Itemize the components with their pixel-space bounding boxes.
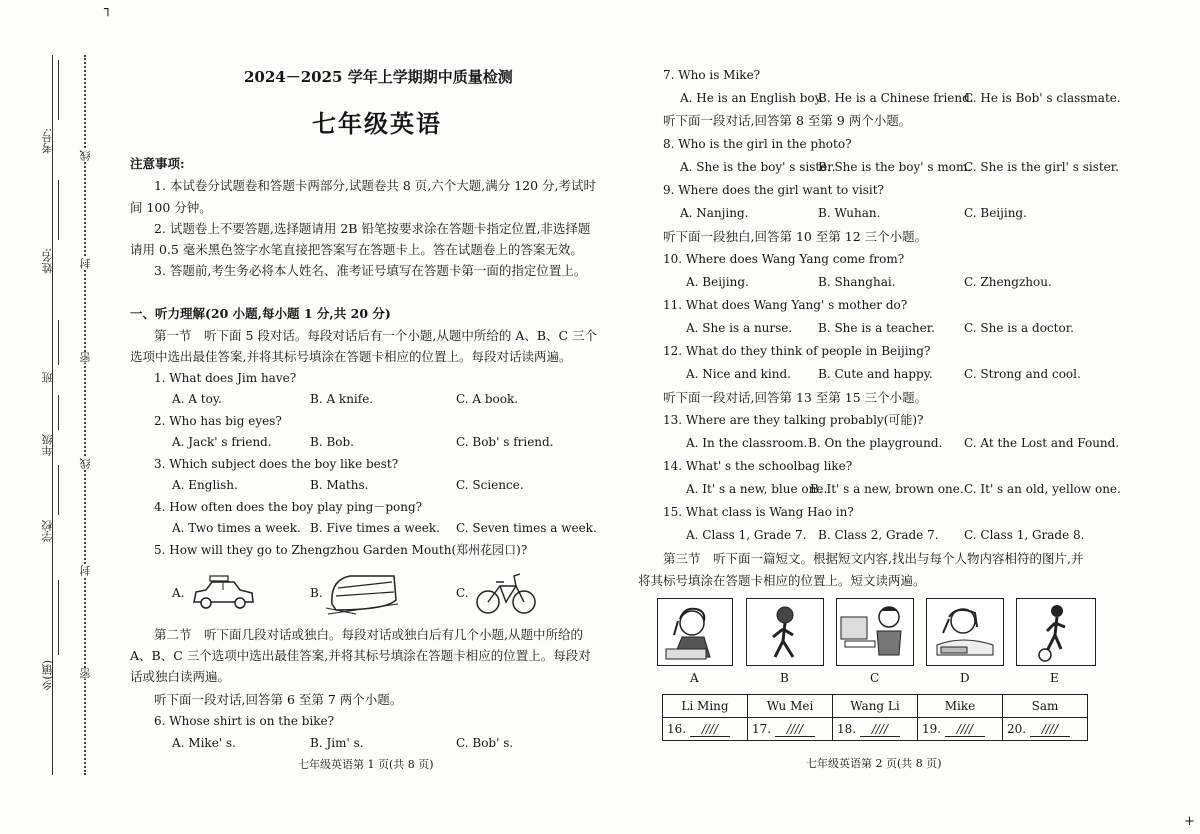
kaohao-line	[58, 60, 59, 120]
answer-blank: ////	[775, 722, 815, 737]
answer-number: 16.	[667, 721, 687, 736]
q4-text: 4. How often does the boy play ping－pong?	[154, 500, 423, 514]
name-cell: Wu Mei	[748, 695, 833, 718]
name-cell: Mike	[918, 695, 1003, 718]
q5-option-b: B.	[310, 586, 323, 600]
q12-option-a: A. Nice and kind.	[686, 367, 791, 381]
bicycle-icon	[474, 570, 538, 616]
picture-a	[657, 598, 733, 666]
page2-footer: 七年级英语第 2 页(共 8 页)	[806, 757, 942, 770]
answer-cell-19	[918, 718, 1003, 741]
q12-option-b: B. Cute and happy.	[818, 367, 933, 381]
answer-cell-20	[1003, 718, 1088, 741]
q14-option-b: B. It' s a new, brown one.	[810, 482, 964, 496]
answer-cell-16	[663, 718, 748, 741]
q4-option-b: B. Five times a week.	[310, 521, 440, 535]
q7-option-a: A. He is an English boy.	[680, 91, 824, 105]
label-xiang: 乡(镇)	[41, 660, 54, 691]
notice-line-4: 请用 0.5 毫米黑色签字水笔直接把答案写在答题卡上。答在试题卷上的答案无效。	[130, 242, 583, 257]
q1-option-a: A. A toy.	[172, 392, 222, 406]
exam-title: 2024－2025 学年上学期期中质量检测	[244, 68, 513, 86]
answer-cell-17	[748, 718, 833, 741]
q5-option-a: A.	[172, 586, 185, 600]
dialog-8-9-instr: 听下面一段对话,回答第 8 至第 9 两个小题。	[663, 113, 912, 128]
q10-option-c: C. Zhengzhou.	[964, 275, 1052, 289]
q3-option-c: C. Science.	[456, 478, 524, 492]
section1-instr-a: 第一节 听下面 5 段对话。每段对话后有一个小题,从题中所给的 A、B、C 三个	[154, 328, 598, 343]
answer-blank: ////	[690, 722, 730, 737]
corner-mark-tl: ┐	[104, 2, 112, 17]
train-icon	[326, 568, 400, 616]
picture-c-label: C	[870, 671, 880, 685]
q13-option-b: B. On the playground.	[808, 436, 943, 450]
label-xuexiao: 学校	[41, 520, 54, 542]
boy-walking-icon	[747, 599, 823, 665]
subject-title: 七年级英语	[312, 109, 442, 138]
q8-option-b: B. She is the boy' s mom.	[818, 160, 972, 174]
monologue-10-12-instr: 听下面一段独白,回答第 10 至第 12 三个小题。	[663, 229, 928, 244]
picture-d	[926, 598, 1004, 666]
q13-option-a: A. In the classroom.	[686, 436, 808, 450]
label-nianji: 年级	[41, 434, 54, 456]
name-cell: Sam	[1003, 695, 1088, 718]
section2-instr-b: A、B、C 三个选项中选出最佳答案,并将其标号填涂在答题卡相应的位置上。每段对	[130, 648, 591, 663]
car-icon	[190, 572, 256, 612]
q15-option-c: C. Class 1, Grade 8.	[964, 528, 1085, 542]
q15-option-a: A. Class 1, Grade 7.	[686, 528, 807, 542]
seal-char-xian-2: 线	[79, 458, 92, 469]
girl-reading-icon	[658, 599, 732, 665]
name-cell: Li Ming	[663, 695, 748, 718]
q3-option-b: B. Maths.	[310, 478, 369, 492]
boy-computer-icon	[837, 599, 913, 665]
notice-line-3: 2. 试题卷上不要答题,选择题请用 2B 铅笔按要求涂在答题卡指定位置,非选择题	[154, 221, 591, 236]
picture-d-label: D	[960, 671, 970, 685]
q7-text: 7. Who is Mike?	[663, 68, 761, 82]
section3-instr-a: 第三节 听下面一篇短文。根据短文内容,找出与每个人物内容相符的图片,并	[663, 551, 1084, 566]
q4-option-c: C. Seven times a week.	[456, 521, 597, 535]
part1-heading: 一、听力理解(20 小题,每小题 1 分,共 20 分)	[130, 306, 391, 321]
q9-option-c: C. Beijing.	[964, 206, 1027, 220]
q2-option-a: A. Jack' s friend.	[172, 435, 272, 449]
q8-text: 8. Who is the girl in the photo?	[663, 137, 852, 151]
girl-studying-icon	[927, 599, 1003, 665]
seal-char-mi-2: 密	[79, 668, 92, 679]
q15-text: 15. What class is Wang Hao in?	[663, 505, 854, 519]
q12-option-c: C. Strong and cool.	[964, 367, 1081, 381]
section3-instr-b: 将其标号填涂在答题卡相应的位置上。短文读两遍。	[638, 573, 926, 588]
seal-line	[84, 55, 86, 775]
q9-text: 9. Where does the girl want to visit?	[663, 183, 884, 197]
q11-option-c: C. She is a doctor.	[964, 321, 1074, 335]
q12-text: 12. What do they think of people in Beijing?	[663, 344, 931, 358]
q10-option-a: A. Beijing.	[686, 275, 749, 289]
notice-line-5: 3. 答题前,考生务必将本人姓名、准考证号填写在答题卡第一面的指定位置上。	[154, 263, 587, 278]
answer-number: 17.	[752, 721, 772, 736]
match-table	[662, 694, 1088, 741]
q7-option-b: B. He is a Chinese friend.	[818, 91, 974, 105]
answer-blank: ////	[945, 722, 985, 737]
q14-text: 14. What' s the schoolbag like?	[663, 459, 853, 473]
q2-option-b: B. Bob.	[310, 435, 354, 449]
section2-instr-a: 第二节 听下面几段对话或独白。每段对话或独白后有几个小题,从题中所给的	[154, 627, 583, 642]
q8-option-c: C. She is the girl' s sister.	[964, 160, 1120, 174]
q11-option-a: A. She is a nurse.	[686, 321, 793, 335]
q6-option-c: C. Bob' s.	[456, 736, 514, 750]
ban-line	[58, 320, 59, 365]
answer-blank: ////	[1030, 722, 1070, 737]
q3-option-a: A. English.	[172, 478, 238, 492]
xingming-line	[58, 180, 59, 240]
section2-instr-c: 话或独白读两遍。	[130, 669, 231, 684]
notice-line-1: 1. 本试卷分试题卷和答题卡两部分,试题卷共 8 页,六个大题,满分 120 分,考试时	[154, 178, 596, 193]
dialog-6-7-instr: 听下面一段对话,回答第 6 至第 7 两个小题。	[154, 692, 403, 707]
q2-option-c: C. Bob' s friend.	[456, 435, 554, 449]
picture-b-label: B	[780, 671, 789, 685]
answer-number: 18.	[837, 721, 857, 736]
answer-number: 19.	[922, 721, 942, 736]
answer-cell-18	[833, 718, 918, 741]
seal-char-xian-1: 线	[79, 150, 92, 161]
picture-e	[1016, 598, 1096, 666]
q10-option-b: B. Shanghai.	[818, 275, 896, 289]
dialog-13-15-instr: 听下面一段对话,回答第 13 至第 15 三个小题。	[663, 390, 928, 405]
q6-text: 6. Whose shirt is on the bike?	[154, 714, 335, 728]
xiang-line	[58, 580, 59, 655]
seal-char-feng-2: 封	[79, 565, 92, 576]
match-table-names-row	[663, 695, 1088, 718]
q14-option-c: C. It' s an old, yellow one.	[964, 482, 1121, 496]
q1-text: 1. What does Jim have?	[154, 371, 297, 385]
q11-option-b: B. She is a teacher.	[818, 321, 935, 335]
answer-blank: ////	[860, 722, 900, 737]
q5-text: 5. How will they go to Zhengzhou Garden Mouth(郑州花园口)?	[154, 543, 528, 557]
q1-option-b: B. A knife.	[310, 392, 374, 406]
answer-number: 20.	[1007, 721, 1027, 736]
q1-option-c: C. A book.	[456, 392, 519, 406]
q4-option-a: A. Two times a week.	[172, 521, 301, 535]
q3-text: 3. Which subject does the boy like best?	[154, 457, 399, 471]
q7-option-c: C. He is Bob' s classmate.	[964, 91, 1121, 105]
name-cell: Wang Li	[833, 695, 918, 718]
picture-e-label: E	[1050, 671, 1059, 685]
q13-text: 13. Where are they talking probably(可能)?	[663, 413, 924, 427]
label-ban: 班	[41, 372, 54, 383]
q2-text: 2. Who has big eyes?	[154, 414, 282, 428]
q10-text: 10. Where does Wang Yang come from?	[663, 252, 905, 266]
notice-line-2: 间 100 分钟。	[130, 200, 212, 215]
q8-option-a: A. She is the boy' s sister.	[680, 160, 836, 174]
q9-option-a: A. Nanjing.	[680, 206, 749, 220]
nianji-line	[58, 395, 59, 430]
q6-option-b: B. Jim' s.	[310, 736, 364, 750]
page1-footer: 七年级英语第 1 页(共 8 页)	[298, 758, 434, 771]
q5-option-c: C.	[456, 586, 469, 600]
q11-text: 11. What does Wang Yang' s mother do?	[663, 298, 908, 312]
label-xingming: 姓名:	[41, 248, 54, 274]
seal-char-mi-1: 密	[79, 352, 92, 363]
picture-b	[746, 598, 824, 666]
section1-instr-b: 选项中选出最佳答案,并将其标号填涂在答题卡相应的位置上。每段对话读两遍。	[130, 349, 572, 364]
q14-option-a: A. It' s a new, blue one.	[686, 482, 828, 496]
q15-option-b: B. Class 2, Grade 7.	[818, 528, 939, 542]
q6-option-a: A. Mike' s.	[172, 736, 236, 750]
boy-football-icon	[1017, 599, 1095, 665]
corner-mark-br: +	[1184, 814, 1195, 829]
seal-char-feng-1: 封	[79, 258, 92, 269]
q9-option-b: B. Wuhan.	[818, 206, 881, 220]
match-table-answer-row	[663, 718, 1088, 741]
xuexiao-line	[58, 465, 59, 515]
picture-a-label: A	[690, 671, 699, 685]
q13-option-c: C. At the Lost and Found.	[964, 436, 1120, 450]
label-kaohao: 考号:	[41, 128, 54, 154]
notice-heading: 注意事项:	[130, 156, 185, 171]
picture-c	[836, 598, 914, 666]
